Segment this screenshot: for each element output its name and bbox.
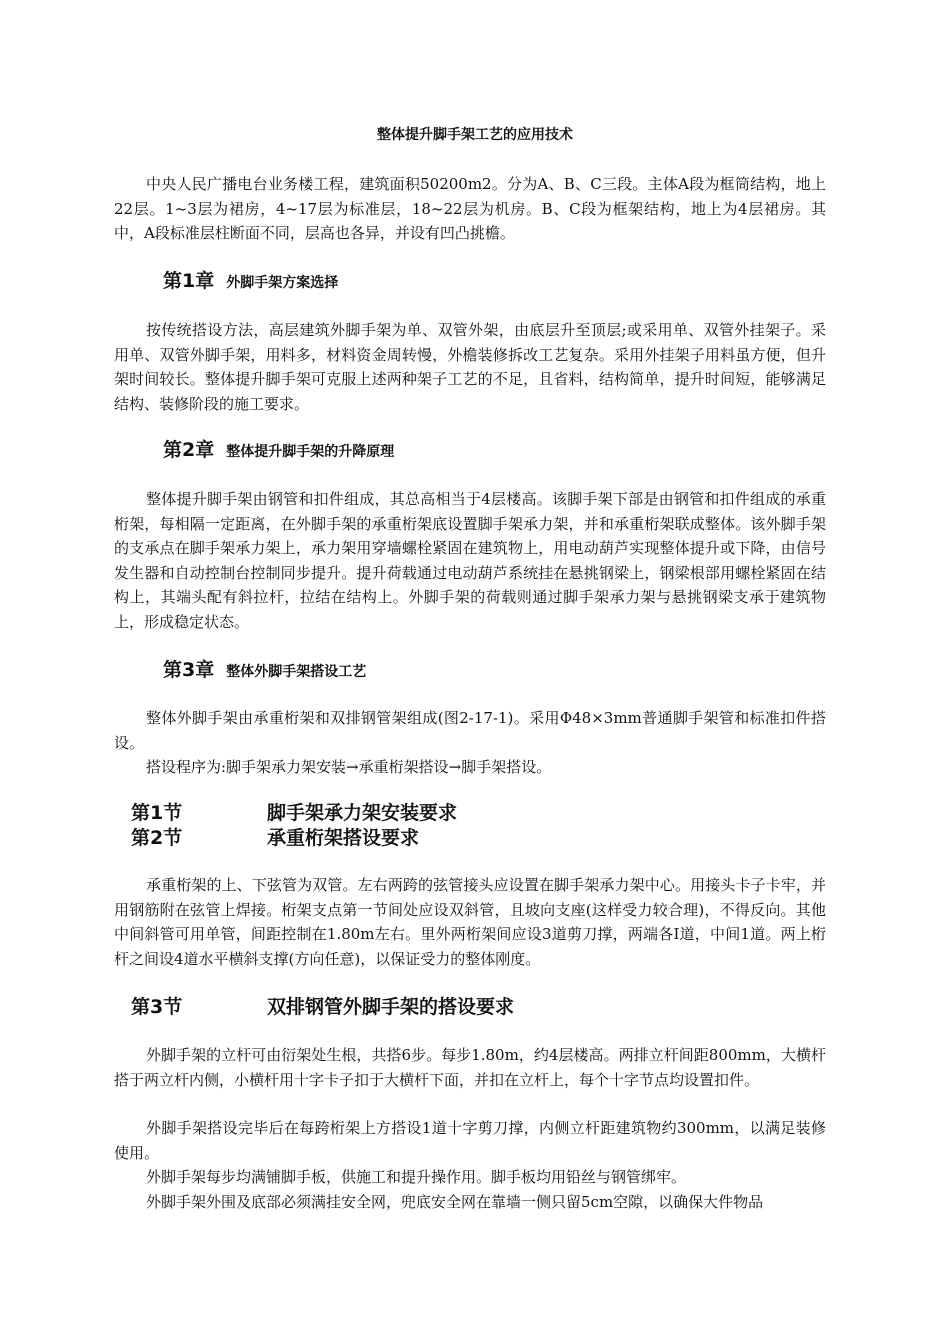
chapter-1-title: 外脚手架方案选择 <box>226 275 339 291</box>
section-3-title: 双排钢管外脚手架的搭设要求 <box>267 996 515 1018</box>
section-1-heading <box>131 800 457 826</box>
section-3-body-4: 外脚手架外围及底部必须满挂安全网，兜底安全网在靠墙一侧只留5cm空隙，以确保大件物品 <box>146 1193 764 1211</box>
section-3-heading <box>131 994 514 1020</box>
chapter-1-body: 按传统搭设方法，高层建筑外脚手架为单、双管外架，由底层升至顶层;或采用单、双管外挂架子。采用单、双管外脚手架，用料多，材料资金周转慢，外檐装修拆改工艺复杂。采用外挂架子用料虽方便，但升架时间较长。整体提升脚手架可克服上述两种架子工艺的不足，且省料，结构简单，提升时间短，能够满足结构、装修阶段的施工要求。 <box>114 321 826 413</box>
chapter-3-body-1: 整体外脚手架由承重桁架和双排钢管架组成(图2-17-1)。采用Φ48×3mm普通脚手架管和标准扣件搭设。 <box>114 709 826 752</box>
section-2-heading <box>131 825 419 851</box>
section-3-body-3: 外脚手架每步均满铺脚手板，供施工和提升操作用。脚手板均用铅丝与钢管绑牢。 <box>146 1168 687 1186</box>
section-1-number: 第1节 <box>131 802 183 824</box>
section-3-body-1: 外脚手架的立杆可由衍架处生根，共搭6步。每步1.80m，约4层楼高。两排立杆间距800mm，大横杆搭于两立杆内侧，小横杆用十字卡子扣于大横杆下面，并扣在立杆上，每个十字节点均设置扣件。 <box>114 1046 826 1089</box>
chapter-1-number: 第1章 <box>163 270 215 292</box>
section-2-title: 承重桁架搭设要求 <box>267 827 420 849</box>
section-2-body: 承重桁架的上、下弦管为双管。左右两跨的弦管接头应设置在脚手架承力架中心。用接头卡子卡牢，并用钢筋附在弦管上焊接。桁架支点第一节间处应设双斜管，且坡向支座(这样受力较合理)，不得反向。其他中间斜管可用单管，间距控制在1.80m左右。里外两桁架间应设3道剪刀撑，两端各I道，中间1道。两上桁杆之间设4道水平横斜支撑(方向任意)，以保证受力的整体刚度。 <box>114 876 826 968</box>
chapter-3-heading <box>163 657 366 685</box>
chapter-3-body-2: 搭设程序为:脚手架承力架安装→承重桁架搭设→脚手架搭设。 <box>146 758 552 776</box>
chapter-2-number: 第2章 <box>163 439 215 461</box>
chapter-3-number: 第3章 <box>163 659 215 681</box>
intro-paragraph: 中央人民广播电台业务楼工程，建筑面积50200m2。分为A、B、C三段。主体A段为框筒结构，地上22层。1~3层为裙房，4~17层为标准层，18~22层为机房。B、C段为框架结构，地上为4层裙房。其中，A段标准层柱断面不同，层高也各异，并设有凹凸挑檐。 <box>114 175 826 243</box>
chapter-1-heading <box>163 268 338 296</box>
chapter-2-heading <box>163 437 394 465</box>
section-2-number: 第2节 <box>131 827 183 849</box>
chapter-2-title: 整体提升脚手架的升降原理 <box>226 444 395 460</box>
chapter-2-body: 整体提升脚手架由钢管和扣件组成，其总高相当于4层楼高。该脚手架下部是由钢管和扣件组成的承重桁架，每相隔一定距离，在外脚手架的承重桁架底设置脚手架承力架，并和承重桁架联成整体。该外脚手架的支承点在脚手架承力架上，承力架用穿墙螺栓紧固在建筑物上，用电动葫芦实现整体提升或下降，由信号发生器和自动控制台控制同步提升。提升荷载通过电动葫芦系统挂在悬挑钢梁上，钢梁根部用螺栓紧固在结构上，其端头配有斜拉杆，拉结在结构上。外脚手架的荷载则通过脚手架承力架与悬挑钢梁支承于建筑物上，形成稳定状态。 <box>114 490 826 631</box>
section-3-body-2: 外脚手架搭设完毕后在每跨桁架上方搭设1道十字剪刀撑，内侧立杆距建筑物约300mm，以满足装修使用。 <box>114 1119 826 1162</box>
section-3-number: 第3节 <box>131 996 183 1018</box>
section-1-title: 脚手架承力架安装要求 <box>267 802 458 824</box>
chapter-3-title: 整体外脚手架搭设工艺 <box>226 664 367 680</box>
document-title: 整体提升脚手架工艺的应用技术 <box>377 127 573 143</box>
